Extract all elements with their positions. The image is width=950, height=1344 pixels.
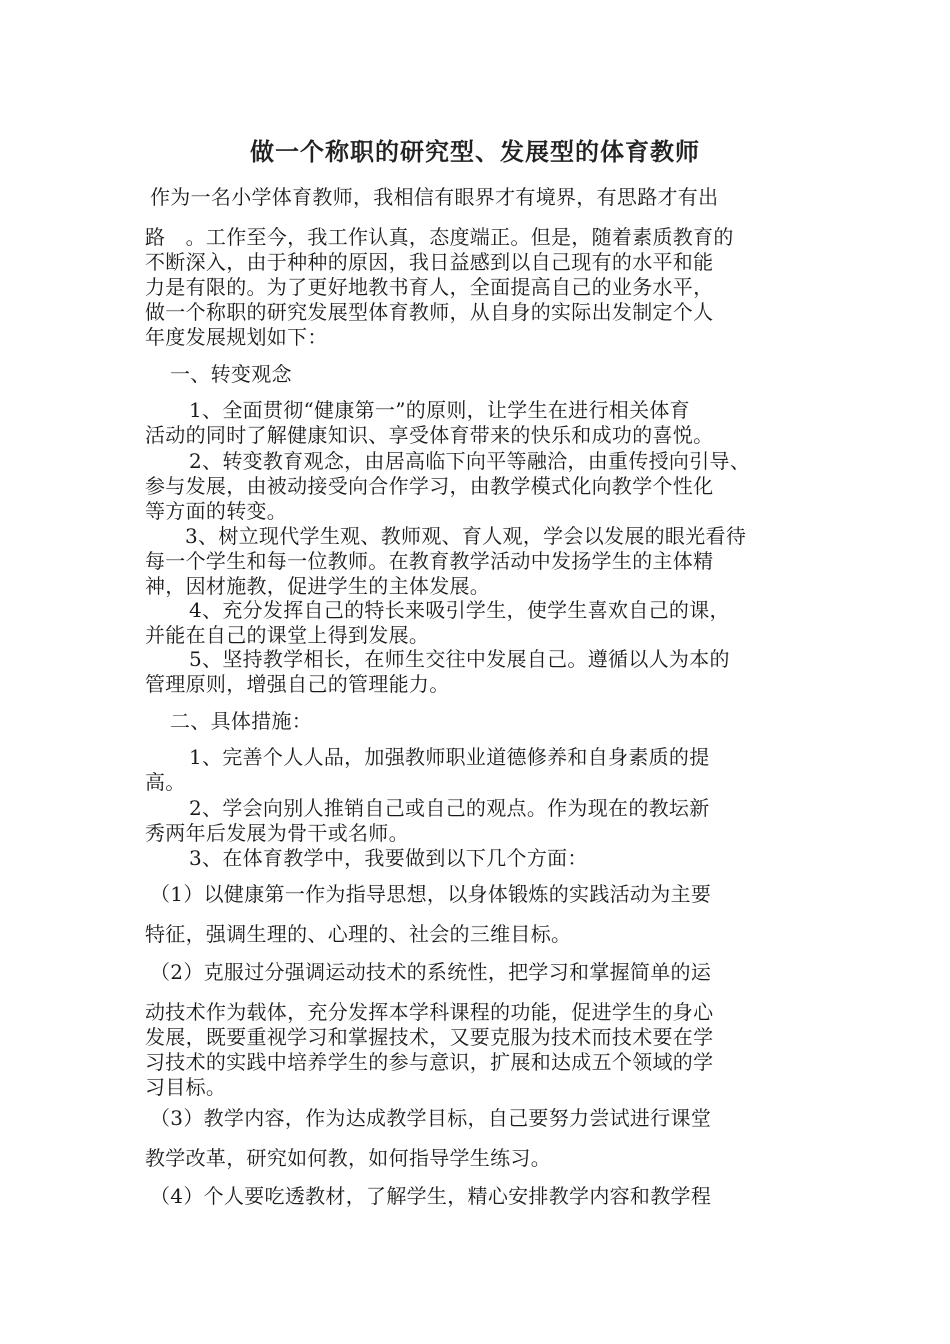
list-item-1-1: 1、全面贯彻“健康第一”的原则，让学生在进行相关体育 活动的同时了解健康知识、享受体育带来的快乐和成功的喜悦。	[145, 398, 714, 447]
paragraph-intro-line1: 作为一名小学体育教师，我相信有眼界才有境界，有思路才有出	[150, 185, 719, 209]
list-item-2-1: 1、完善个人人品，加强教师职业道德修养和自身素质的提 高。	[145, 745, 710, 794]
list-item-1-2: 2、转变教育观念，由居高临下向平等融洽，由重传授向引导、 参与发展，由被动接受向合作学习，由教学模式化向教学个性化 等方面的转变。	[145, 449, 751, 523]
sub-item-3-line2: 教学改革，研究如何教，如何指导学生练习。	[145, 1146, 551, 1170]
sub-item-1-line2: 特征，强调生理的、心理的、社会的三维目标。	[145, 922, 572, 946]
sub-item-2-line1: （2）克服过分强调运动技术的系统性，把学习和掌握简单的运	[150, 960, 712, 984]
list-item-1-3: 3、树立现代学生观、教师观、育人观，学会以发展的眼光看待 每一个学生和每一位教师。在教育教学活动中发扬学生的主体精 神，因材施教，促进学生的主体发展。	[145, 524, 747, 598]
page-title: 做一个称职的研究型、发展型的体育教师	[250, 138, 700, 166]
section-heading-1: 一、转变观念	[170, 362, 292, 386]
list-item-1-5: 5、坚持教学相长，在师生交往中发展自己。遵循以人为本的 管理原则，增强自己的管理能力。	[145, 647, 730, 696]
sub-item-3-line1: （3）教学内容，作为达成教学目标，自己要努力尝试进行课堂	[150, 1106, 712, 1130]
sub-item-4-line1: （4）个人要吃透教材，了解学生，精心安排教学内容和教学程	[150, 1184, 712, 1208]
sub-item-1-line1: （1）以健康第一作为指导思想，以身体锻炼的实践活动为主要	[150, 882, 712, 906]
section-heading-2: 二、具体措施：	[170, 709, 313, 733]
list-item-2-2: 2、学会向别人推销自己或自己的观点。作为现在的教坛新 秀两年后发展为骨干或名师。	[145, 796, 710, 845]
list-item-1-4: 4、充分发挥自己的特长来吸引学生，使学生喜欢自己的课， 并能在自己的课堂上得到发展。	[145, 598, 730, 647]
paragraph-intro-body: 路 。工作至今，我工作认真，态度端正。但是，随着素质教育的 不断深入，由于种种的原因，我日益感到以自己现有的水平和能 力是有限的。为了更好地教书育人，全面提高自己的业务水平， 做一个称职的研究发展型体育教师，从自身的实际出发制定个人 年度发展规划如下：	[145, 225, 734, 349]
list-item-2-3: 3、在体育教学中，我要做到以下几个方面：	[189, 846, 588, 870]
sub-item-2-body: 动技术作为载体，充分发挥本学科课程的功能，促进学生的身心 发展，既要重视学习和掌握技术，又要克服为技术而技术要在学 习技术的实践中培养学生的参与意识，扩展和达成五个领域的学 习目标。	[145, 1000, 714, 1099]
